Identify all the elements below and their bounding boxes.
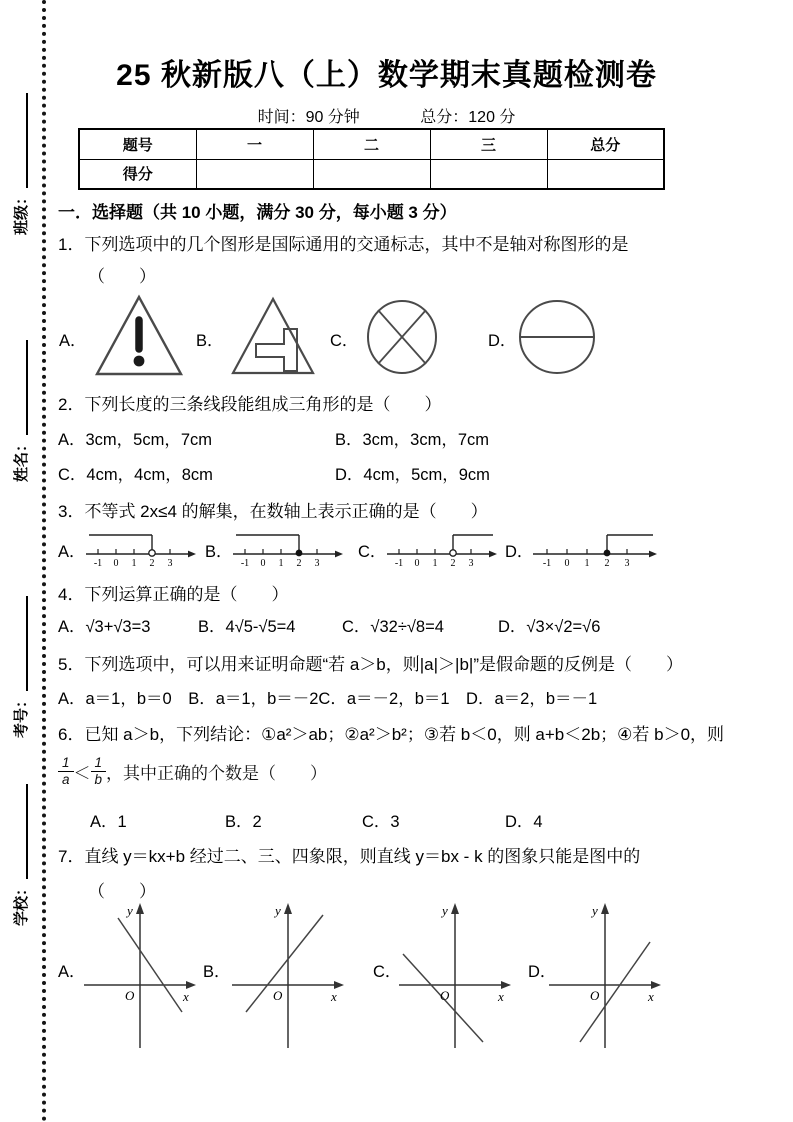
school-label: 学校： [13,880,30,926]
exam-number-field [9,588,31,738]
score-empty-cell[interactable] [196,159,313,189]
svg-text:x: x [498,989,504,1004]
svg-text:0: 0 [113,558,119,569]
svg-text:y: y [442,903,448,918]
total-score-label: 总分：120 分 [420,109,516,126]
svg-text:-1: -1 [93,558,103,569]
score-empty-cell[interactable] [313,159,430,189]
table-row [79,129,664,159]
question-5-stem: 5．下列选项中，可以用来证明命题“若 a＞b，则|a|＞|b|”是假命题的反例是（ ） [58,655,683,674]
q2-option-b[interactable]: B．3cm，3cm，7cm [335,431,490,449]
q6-option-c[interactable]: C．3 [362,813,400,831]
svg-text:y: y [592,903,598,918]
question-1-answer-blank[interactable]: （ ） [88,267,156,286]
svg-text:O: O [273,988,283,1003]
q4-option-a[interactable]: A．√3+√3=3 [58,618,151,636]
score-header-cell: 二 [313,129,430,159]
number-line-open-circle-left-shade [84,527,198,569]
q7-option-a-label[interactable]: A． [58,963,86,981]
page-title: 25 秋新版八（上）数学期末真题检测卷 [116,59,657,92]
q1-option-c-label[interactable]: C． [330,332,359,350]
svg-text:3: 3 [167,558,173,569]
svg-text:-1: -1 [240,558,250,569]
svg-text:2: 2 [450,558,456,569]
name-label: 姓名： [13,436,30,482]
name-field [9,332,31,482]
q3-option-d-label[interactable]: D． [505,543,534,561]
q6-option-d[interactable]: D．4 [505,813,543,831]
q4-option-c[interactable]: C．√32÷√8=4 [342,618,444,636]
svg-text:1: 1 [131,558,137,569]
score-row-label: 得分 [79,159,196,189]
q7-option-b-label[interactable]: B． [203,963,231,981]
question-6-stem-line1: 6．已知 a＞b，下列结论：①a²＞ab；②a²＞b²；③若 b＜0，则 a+b＜2b；④若 b＞0，则 [58,725,725,744]
fraction-one-over-a: $\frac{1}{a}$ [58,755,74,787]
q7-option-c-label[interactable]: C． [373,963,402,981]
graph-positive-slope-negative-intercept [545,900,665,1052]
q1-option-a-label[interactable]: A． [59,332,87,350]
exam-meta [0,104,773,127]
question-3-stem: 3．不等式 2x≤4 的解集，在数轴上表示正确的是（ ） [58,502,488,521]
q4-option-d[interactable]: D．√3×√2=√6 [498,618,601,636]
q2-option-a[interactable]: A．3cm，5cm，7cm [58,431,213,449]
section-1-heading: 一．选择题（共 10 小题，满分 30 分，每小题 3 分） [58,203,457,222]
svg-text:-1: -1 [394,558,404,569]
score-table [78,128,665,190]
score-header-cell: 一 [196,129,313,159]
svg-text:1: 1 [278,558,284,569]
exam-number-blank-line[interactable] [26,596,28,691]
question-7-stem: 7．直线 y＝kx+b 经过二、三、四象限，则直线 y＝bx - k 的图象只能是图中的 [58,847,641,866]
graph-negative-slope-positive-intercept [80,900,200,1052]
exam-number-label: 考号： [13,692,30,738]
svg-text:O: O [440,988,450,1003]
q6-option-a[interactable]: A．1 [90,813,127,831]
svg-text:1: 1 [584,558,590,569]
svg-text:2: 2 [149,558,155,569]
q6-line2-text: ，其中正确的个数是（ ） [106,763,328,783]
number-line-open-circle-right-shade [385,527,499,569]
q2-option-d[interactable]: D．4cm，5cm，9cm [335,466,490,484]
name-blank-line[interactable] [26,340,28,435]
school-field [9,776,31,926]
q3-option-b-label[interactable]: B． [205,543,233,561]
question-6-stem-line2 [58,755,327,787]
question-1-stem: 1．下列选项中的几个图形是国际通用的交通标志，其中不是轴对称图形的是 [58,235,629,254]
q1-option-d-label[interactable]: D． [488,332,517,350]
score-empty-cell[interactable] [547,159,664,189]
svg-text:-1: -1 [542,558,552,569]
class-label: 班级： [13,189,30,235]
svg-text:x: x [648,989,654,1004]
q7-option-d-label[interactable]: D． [528,963,557,981]
svg-text:2: 2 [296,558,302,569]
svg-text:3: 3 [624,558,630,569]
q3-option-a-label[interactable]: A． [58,543,86,561]
score-header-cell: 三 [430,129,547,159]
score-header-cell: 总分 [547,129,664,159]
score-empty-cell[interactable] [430,159,547,189]
svg-text:x: x [183,989,189,1004]
graph-positive-slope-positive-intercept [228,900,348,1052]
q4-option-b[interactable]: B．4√5-√5=4 [198,618,296,636]
q2-option-c[interactable]: C．4cm，4cm，8cm [58,466,213,484]
score-header-cell: 题号 [79,129,196,159]
fraction-one-over-b: $\frac{1}{b}$ [91,755,107,787]
svg-text:y: y [275,903,281,918]
svg-text:O: O [590,988,600,1003]
svg-text:x: x [331,989,337,1004]
svg-text:0: 0 [414,558,420,569]
horizontal-bar-circle-sign-icon [516,298,598,376]
dotted-cut-line [42,0,46,1122]
svg-text:O: O [125,988,135,1003]
svg-text:3: 3 [314,558,320,569]
number-line-closed-dot-right-shade [531,527,659,569]
crossed-circle-sign-icon [363,298,441,376]
question-2-stem: 2．下列长度的三条线段能组成三角形的是（ ） [58,395,442,414]
svg-text:2: 2 [604,558,610,569]
q5-options-line[interactable]: A．a＝1，b＝0 B．a＝1，b＝－2C．a＝－2，b＝1 D．a＝2，b＝－1 [58,690,598,708]
q3-option-c-label[interactable]: C． [358,543,387,561]
q1-option-b-label[interactable]: B． [196,332,224,350]
svg-text:y: y [127,903,133,918]
svg-text:0: 0 [260,558,266,569]
less-than-sign: ＜ [73,763,91,783]
school-blank-line[interactable] [26,784,28,879]
table-row [79,159,664,189]
t-junction-triangle-sign-icon [229,295,317,377]
warning-exclamation-triangle-sign-icon [93,293,185,378]
q6-option-b[interactable]: B．2 [225,813,262,831]
svg-text:3: 3 [468,558,474,569]
time-label: 时间：90 分钟 [257,109,360,126]
number-line-closed-dot-left-shade [231,527,345,569]
svg-text:0: 0 [564,558,570,569]
question-7-answer-blank[interactable]: （ ） [88,882,156,901]
question-4-stem: 4．下列运算正确的是（ ） [58,585,289,604]
svg-text:1: 1 [432,558,438,569]
graph-negative-slope-negative-intercept [395,900,515,1052]
